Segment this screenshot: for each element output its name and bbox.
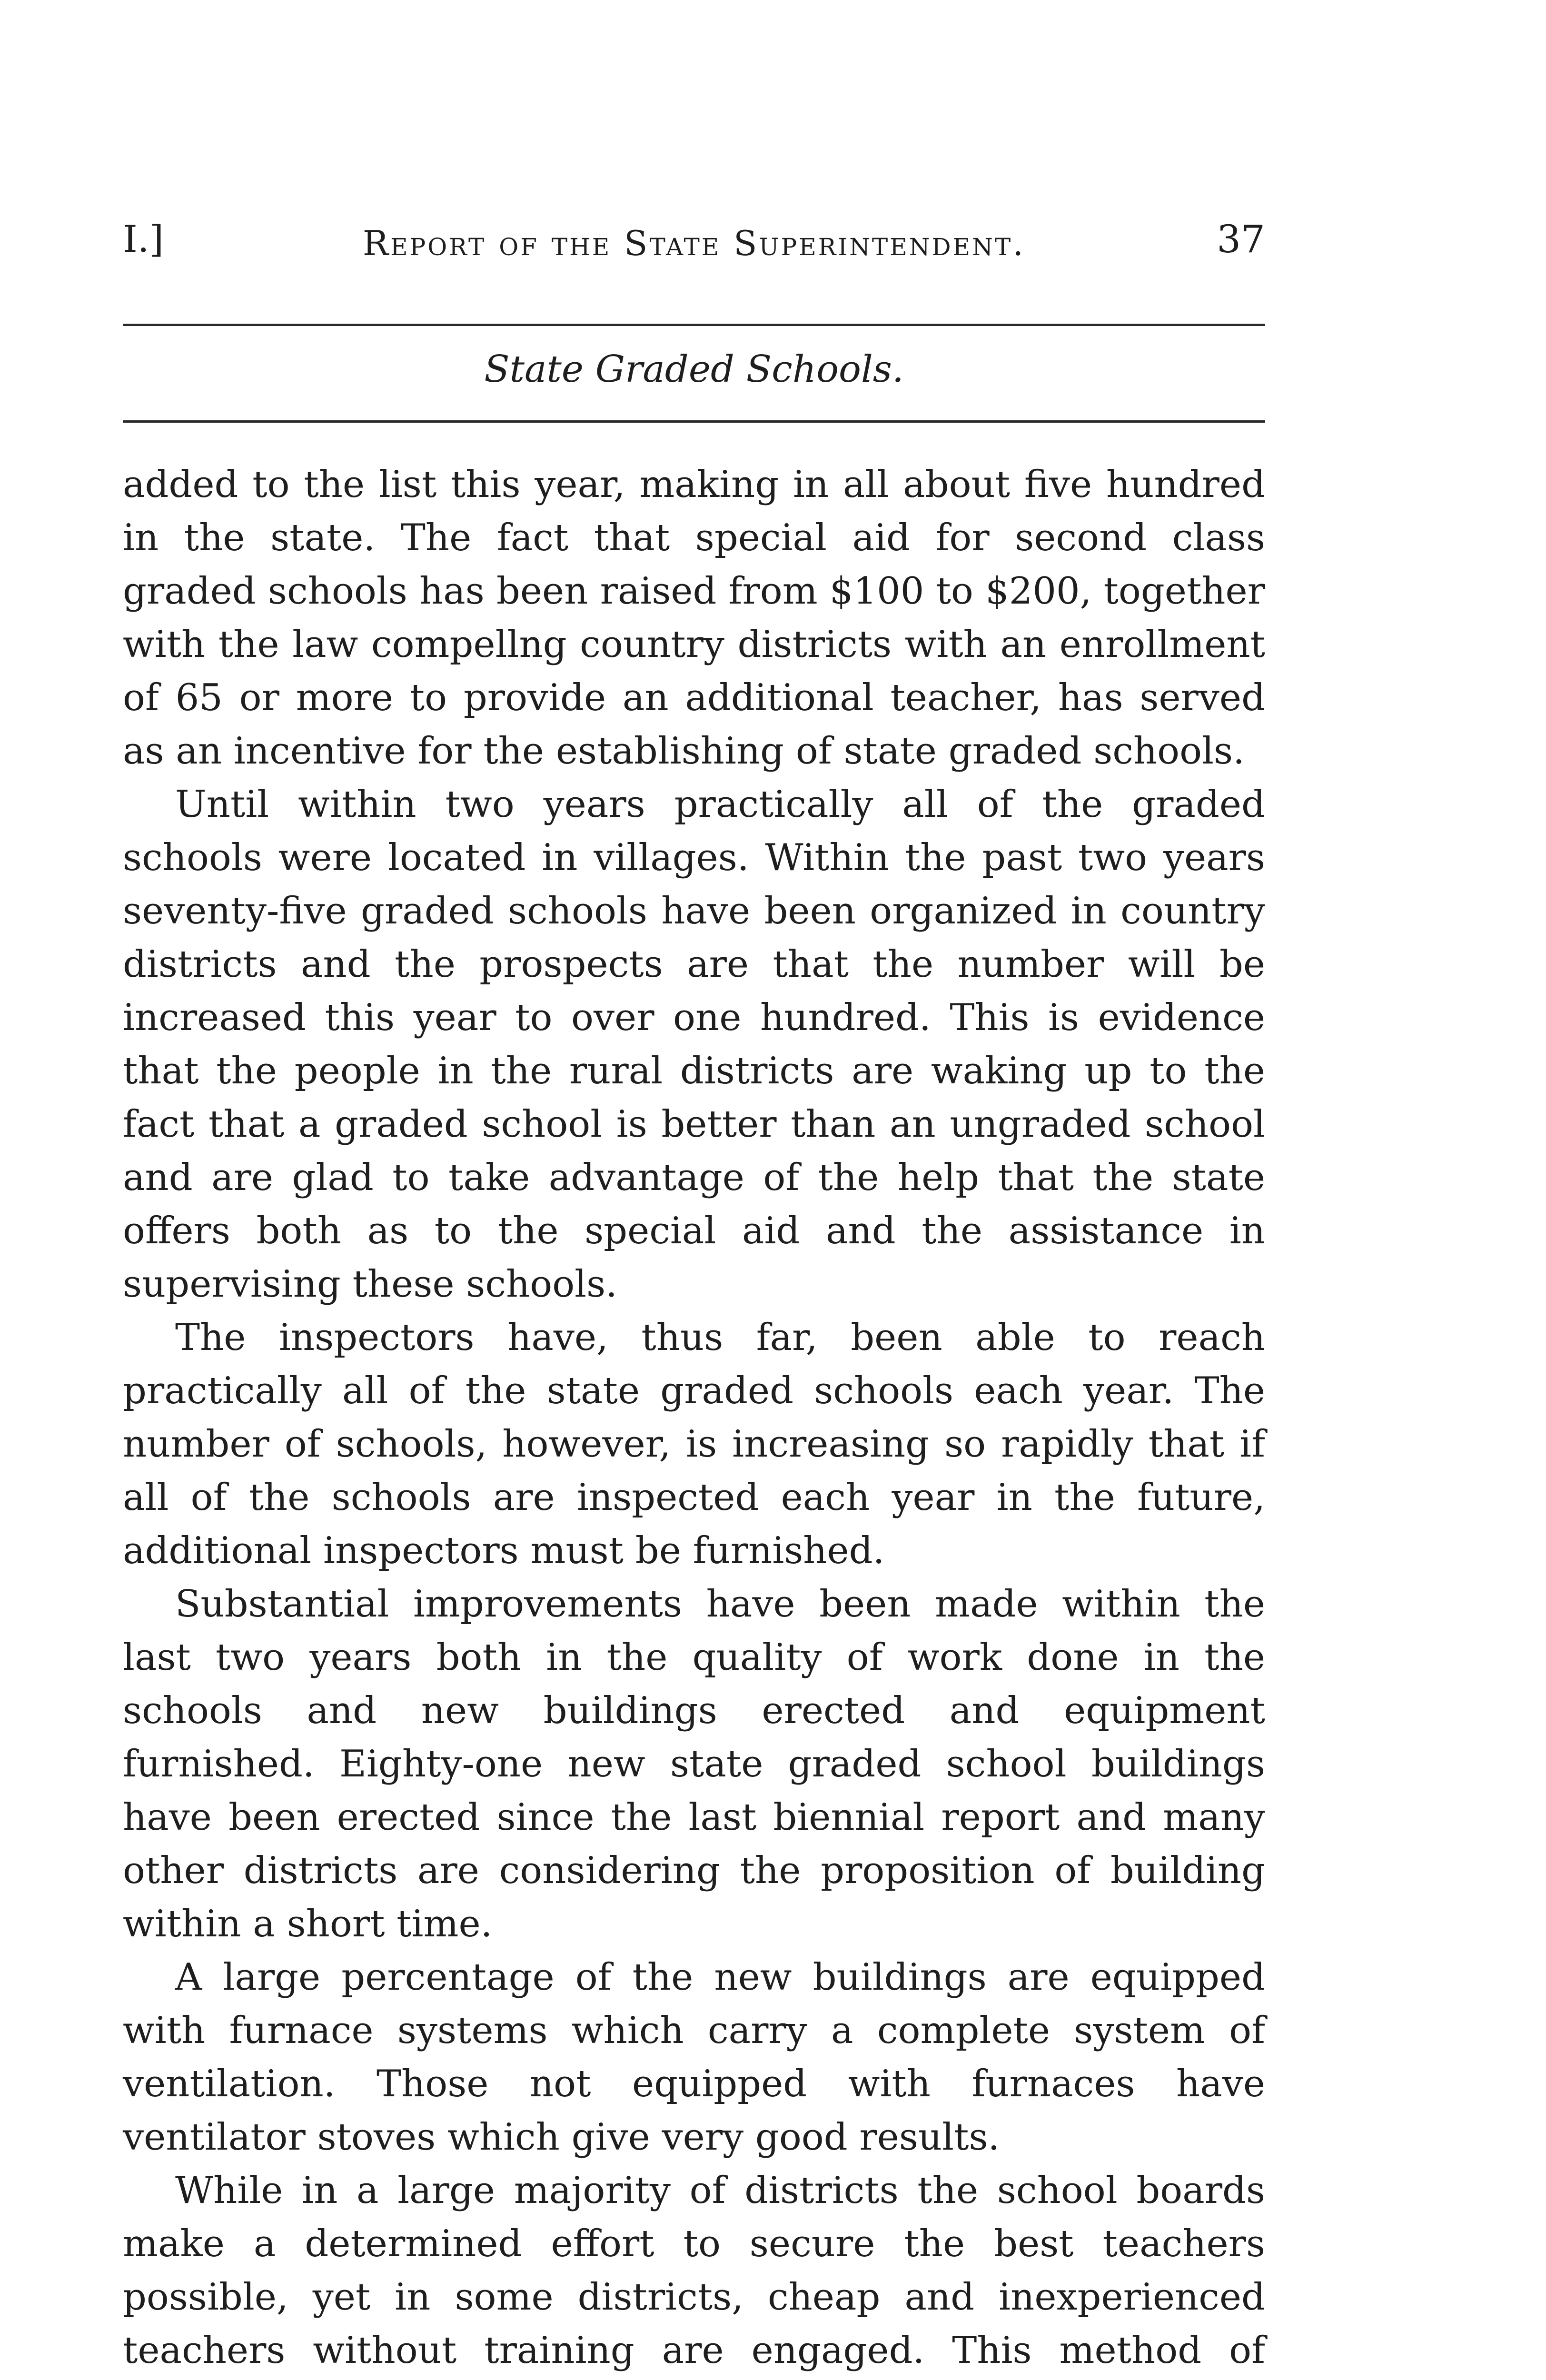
header-rule-top — [123, 324, 1265, 326]
running-title: Report of the State Superintendent. — [362, 223, 1026, 263]
paragraph: Until within two years practically all of the graded schools were located in villages. Within the past two years seventy-five graded schools have been organized in country districts and the prospects are that the number will be increased this year to over one hundred. This is evidence that the people in the rural districts are waking up to the fact that a graded school is better than an ungraded school and are glad to take advantage of the help that the state offers both as to the special aid and the assistance in supervising these schools. — [123, 783, 1265, 1306]
paragraph: Substantial improvements have been made within the last two years both in the quality of work done in the schools and new buildings erected and equipment furnished. Eighty-one new state graded school buildings have been erected since the last biennial report and many other districts are considering the proposition of building within a short time. — [123, 1583, 1265, 1945]
page-number: 37 — [1217, 217, 1265, 261]
body-text — [123, 458, 1265, 2380]
header-rule-bottom — [123, 420, 1265, 423]
paragraph: While in a large majority of districts the school boards make a determined effort to secure the best teachers possible, yet in some districts, cheap and inexperienced teachers without training are engaged. This method of — [123, 2169, 1265, 2372]
paragraph: A large percentage of the new buildings are equipped with furnace systems which carry a complete system of ventilation. Those not equipped with furnaces have ventilator stoves which give very good results. — [123, 1956, 1265, 2159]
running-head — [123, 213, 1265, 270]
paragraph-continued: added to the list this year, making in all about five hundred in the state. The fact that special aid for second class graded schools has been raised from $100 to $200, together with the law compellng country districts with an enrollment of 65 or more to provide an additional teacher, has served as an incentive for the establishing of state graded schools. — [123, 463, 1265, 773]
section-marker: I.] — [123, 218, 164, 261]
paragraph: The inspectors have, thus far, been able to reach practically all of the state graded schools each year. The number of schools, however, is increasing so rapidly that if all of the schools are inspected each year in the future, additional inspectors must be furnished. — [123, 1316, 1265, 1572]
section-heading: State Graded Schools. — [484, 348, 904, 391]
